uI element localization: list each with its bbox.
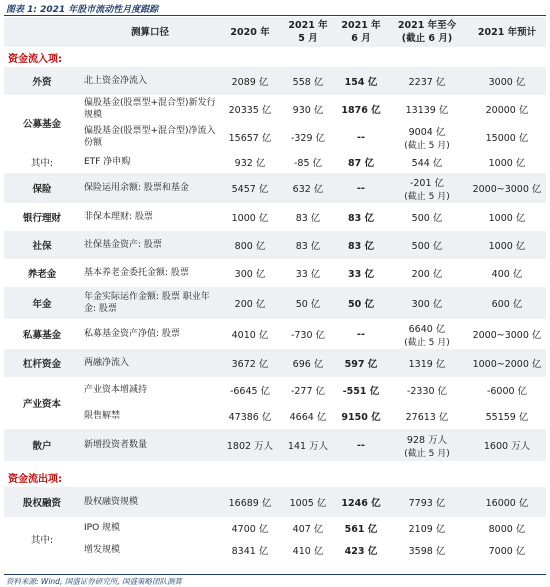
ytd-value: -201 亿 [409,177,445,189]
row-desc: 非保本理财: 股票 [84,212,153,222]
cell-forecast: 3000 亿 [468,67,546,95]
cell-jun: 1246 亿 [336,487,386,517]
cell-ytd: 2109 亿 [408,524,446,535]
cell-ytd: -2330 亿 [406,386,448,397]
row-desc: 保险运用余额: 股票和基金 [80,173,220,203]
cell-forecast: 7000 亿 [488,546,526,557]
cell-ytd: 27613 亿 [405,412,449,423]
table-row [4,67,546,95]
cell-forecast: 600 亿 [468,287,546,319]
cell-ytd: 500 亿 [386,231,468,259]
row-category: 社保 [4,231,80,259]
cell-forecast: 1000~2000 亿 [468,349,546,377]
cell-may: 930 亿 [292,105,324,116]
row-desc: 两融净流入 [80,349,220,377]
cell-ytd: 13139 亿 [405,105,449,116]
section-inflow [4,47,546,67]
table-row [4,403,546,429]
cell-jun: -551 亿 [342,386,380,397]
cell-forecast: 1000 亿 [488,158,526,169]
cell-ytd: 500 亿 [411,213,443,224]
row-desc: IPO 规模 [84,523,121,533]
table-row [4,349,546,377]
cell-may: 632 亿 [280,173,336,203]
row-desc: 社保基金资产: 股票 [80,231,220,259]
cell-forecast: 2000~3000 亿 [468,173,546,203]
cell-may: 696 亿 [280,349,336,377]
row-desc: 股权融资规模 [80,487,220,517]
row-desc: ETF 净申购 [84,157,131,167]
figure-title: 图表 1: 2021 年股市流动性月度跟踪 [6,5,159,15]
row-desc: 偏股基金(股票型+混合型)新发行规模 [84,98,216,120]
cell-jun: 50 亿 [336,287,386,319]
row-desc: 偏股基金(股票型+混合型)净流入份额 [84,126,216,148]
table-row [4,95,546,123]
row-category: 其中: [30,535,54,546]
cell-may: -329 亿 [290,133,326,144]
header-ytd: 2021 年至今 (截止 6 月) [386,17,468,47]
row-desc: 增发规模 [84,545,121,555]
header-forecast: 2021 年预计 [468,17,546,47]
row-category: 产业资本 [22,399,61,410]
row-desc: 基本养老金委托金额: 股票 [84,268,189,278]
cell-forecast: 55159 亿 [485,412,529,423]
table-row [4,123,546,151]
cell-2020: 15657 亿 [228,133,272,144]
cell-2020: 300 亿 [234,269,266,280]
cell-may: 1005 亿 [280,487,336,517]
cell-2020: 47386 亿 [228,412,272,423]
cell-ytd: 200 亿 [411,269,443,280]
header-jun: 2021 年 6 月 [336,17,386,47]
row-desc: 产业资本增减持 [84,385,148,395]
cell-jun: 1876 亿 [341,105,381,116]
cell-ytd: 7793 亿 [386,487,468,517]
cell-ytd [386,173,468,203]
cell-jun: 597 亿 [336,349,386,377]
table-row [4,151,546,173]
cell-may: -730 亿 [290,330,326,341]
row-desc: 年金实际运作金额: 股票 职业年金: 股票 [80,287,220,319]
cell-ytd: 544 亿 [411,158,443,169]
row-category: 杠杆资金 [4,349,80,377]
row-desc: 私募基金资产净值: 股票 [84,329,180,339]
cell-jun: 83 亿 [336,231,386,259]
cell-may: 558 亿 [280,67,336,95]
header-cat [4,17,80,47]
row-desc: 新增投资者数量 [80,429,220,461]
cell-jun: -- [336,429,386,461]
table-row [4,539,546,561]
cell-2020: 4010 亿 [231,330,269,341]
cell-jun: 83 亿 [347,213,375,224]
table-row [4,231,546,259]
cell-forecast: 15000 亿 [485,133,529,144]
cell-jun: -- [357,131,365,143]
cell-jun: 33 亿 [347,269,375,280]
ytd-note: (截止 5 月) [404,140,450,151]
source-note: 资料来源: Wind, 国盛证券研究所, 国盛策略团队测算 [6,577,182,586]
cell-ytd: 300 亿 [386,287,468,319]
cell-forecast: 20000 亿 [485,105,529,116]
table-row [4,487,546,517]
table-row [4,319,546,349]
table-row [4,287,546,319]
cell-forecast: 16000 亿 [468,487,546,517]
cell-jun: 87 亿 [347,158,375,169]
table-row [4,429,546,461]
title-rule [4,15,546,16]
row-desc: 限售解禁 [84,411,121,421]
table-row [4,203,546,231]
cell-ytd: 3598 亿 [408,546,446,557]
cell-jun: 154 亿 [336,67,386,95]
cell-jun: -- [357,328,365,340]
section-outflow-label: 资金流出项: [4,467,546,487]
row-category: 公募基金 [22,119,61,130]
cell-ytd: 1319 亿 [386,349,468,377]
cell-may: 410 亿 [292,546,324,557]
row-category: 年金 [4,287,80,319]
section-inflow-label: 资金流入项: [4,47,546,67]
cell-forecast: 1000 亿 [468,231,546,259]
row-desc: 北上资金净流入 [80,67,220,95]
ytd-value: 6640 亿 [408,323,446,335]
cell-jun: 561 亿 [344,524,378,535]
cell-forecast: 1000 亿 [488,213,526,224]
cell-ytd [386,123,468,151]
cell-jun: -- [336,173,386,203]
cell-forecast: -6000 亿 [486,386,528,397]
row-category: 其中: [30,158,54,169]
cell-2020: 16689 亿 [220,487,280,517]
ytd-note: (截止 5 月) [404,448,450,459]
cell-may: -277 亿 [290,386,326,397]
cell-may: 33 亿 [295,269,321,280]
row-category: 保险 [4,173,80,203]
cell-2020: 4700 亿 [231,524,269,535]
table-row [4,259,546,287]
cell-2020: 8341 亿 [231,546,269,557]
cell-2020: 20335 亿 [228,105,272,116]
cell-jun: 9150 亿 [341,412,381,423]
cell-2020: 1802 万人 [220,429,280,461]
ytd-value: 928 万人 [406,434,448,446]
cell-may: 407 亿 [292,524,324,535]
row-category: 散户 [4,429,80,461]
row-category: 私募基金 [22,330,61,341]
cell-2020: 200 亿 [220,287,280,319]
header-may: 2021 年 5 月 [280,17,336,47]
section-outflow [4,467,546,487]
header-2020: 2020 年 [220,17,280,47]
table-row [4,173,546,203]
cell-2020: 3672 亿 [220,349,280,377]
cell-forecast: 1600 万人 [468,429,546,461]
cell-2020: 2089 亿 [220,67,280,95]
row-category: 股权融资 [4,487,80,517]
cell-may: -85 亿 [293,158,323,169]
row-category: 外资 [4,67,80,95]
row-category: 养老金 [27,269,57,280]
table-row [4,377,546,403]
cell-forecast: 400 亿 [491,269,523,280]
liquidity-table [4,17,546,561]
cell-forecast: 8000 亿 [488,524,526,535]
bottom-rule [4,574,546,575]
cell-forecast: 2000~3000 亿 [472,330,542,341]
ytd-value: 9004 亿 [408,126,446,138]
header-desc: 测算口径 [80,17,220,47]
cell-may: 83 亿 [280,231,336,259]
ytd-note: (截止 5 月) [404,337,450,348]
cell-jun: 423 亿 [344,546,378,557]
cell-2020: -6645 亿 [229,386,271,397]
cell-may: 4664 亿 [289,412,327,423]
cell-may: 83 亿 [295,213,321,224]
cell-2020: 5457 亿 [220,173,280,203]
cell-ytd: 2237 亿 [386,67,468,95]
cell-2020: 1000 亿 [231,213,269,224]
table-row [4,517,546,539]
cell-2020: 932 亿 [234,158,266,169]
cell-ytd [386,319,468,349]
ytd-note: (截止 5 月) [404,191,450,202]
cell-2020: 800 亿 [220,231,280,259]
cell-ytd [386,429,468,461]
cell-may: 50 亿 [280,287,336,319]
row-category: 银行理财 [22,213,61,224]
cell-may: 141 万人 [280,429,336,461]
header-row [4,17,546,47]
